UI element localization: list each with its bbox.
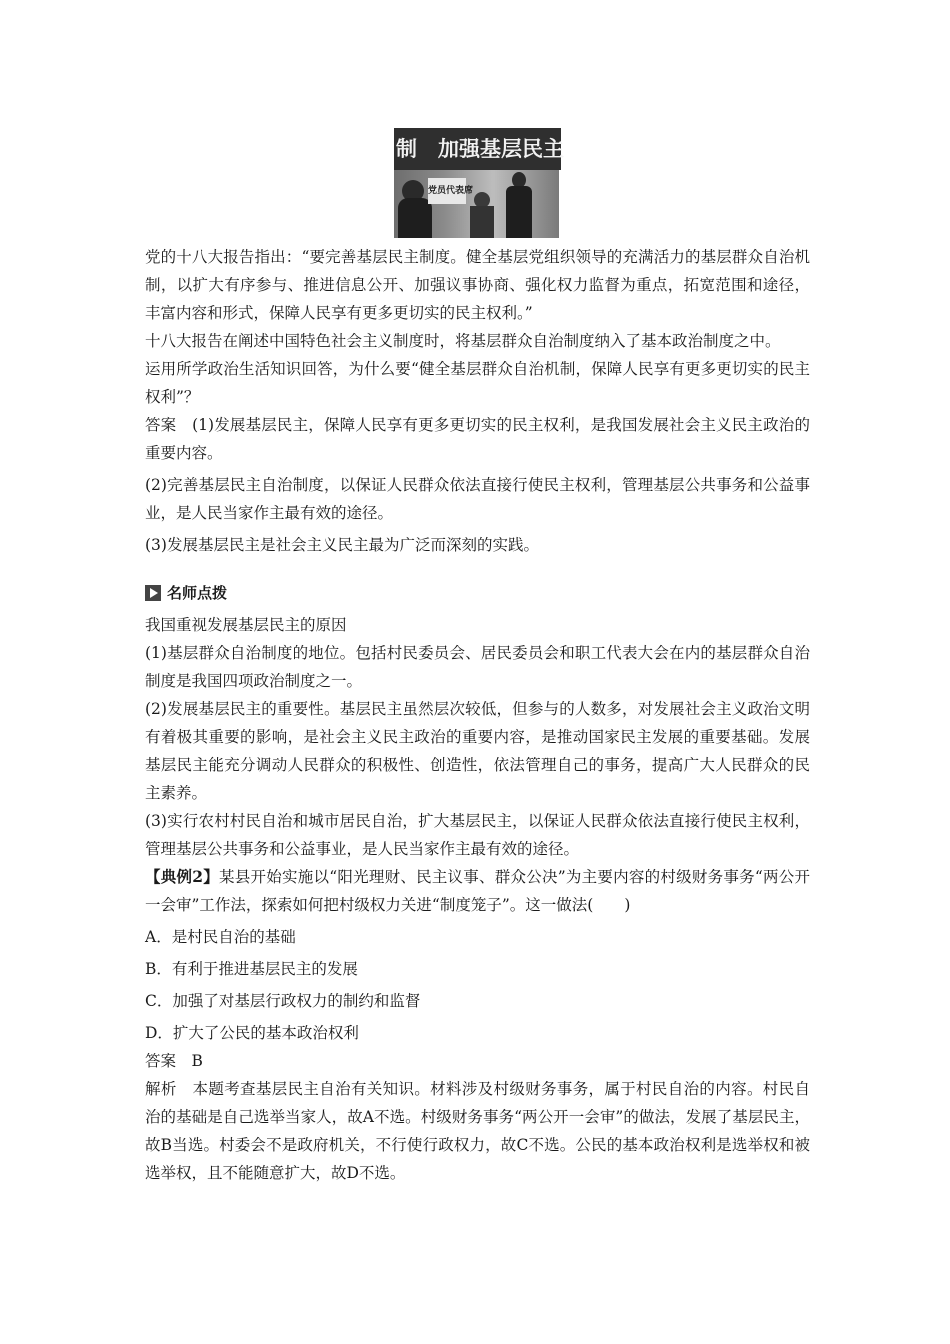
paragraph-report-context: 十八大报告在阐述中国特色社会主义制度时，将基层群众自治制度纳入了基本政治制度之中。 (145, 332, 781, 350)
answer-item-3: (3)发展基层民主是社会主义民主最为广泛而深刻的实践。 (145, 536, 539, 554)
play-triangle-icon (145, 585, 161, 601)
option-a: A．是村民自治的基础 (145, 928, 296, 946)
section-item-3: (3)实行农村村民自治和城市居民自治，扩大基层民主，以保证人民群众依法直接行使民主权利，管理基层公共事务和公益事业，是人民当家作主最有效的途径。 (145, 812, 810, 858)
section-intro: 我国重视发展基层民主的原因 (145, 616, 347, 634)
example-tag: 【典例2】 (145, 867, 219, 886)
photo-sign: 党员代表席 (428, 178, 466, 204)
news-photo (394, 128, 564, 238)
option-b: B．有利于推进基层民主的发展 (145, 960, 358, 978)
answer-label: 答案 (145, 416, 177, 434)
content-body (145, 243, 810, 1187)
example-question: 【典例2】某县开始实施以“阳光理财、民主议事、群众公决”为主要内容的村级财务事务“两公开一会审”工作法，探索如何把村级权力关进“制度笼子”。这一做法( ) (145, 867, 810, 914)
section-heading (145, 579, 810, 607)
answer-item-1: 答案 (1)发展基层民主，保障人民享有更多更切实的民主权利，是我国发展社会主义民主政治的重要内容。 (145, 416, 810, 462)
photo-crowd (394, 170, 559, 238)
section-title: 名师点拨 (167, 584, 228, 602)
paragraph-report-quote: 党的十八大报告指出：“要完善基层民主制度。健全基层党组织领导的充满活力的基层群众自治机制，以扩大有序参与、推进信息公开、加强议事协商、强化权力监督为重点，拓宽范围和途径，丰富内容和形式，保障人民享有更多更切实的民主权利。” (145, 248, 810, 322)
paragraph-question: 运用所学政治生活知识回答，为什么要“健全基层群众自治机制，保障人民享有更多更切实的民主权利”？ (145, 360, 810, 406)
section-item-2: (2)发展基层民主的重要性。基层民主虽然层次较低，但参与的人数多，对发展社会主义政治文明有着极其重要的影响，是社会主义民主政治的重要内容，是推动国家民主发展的重要基础。发展基层民主能充分调动人民群众的积极性、创造性，依法管理自己的事务，提高广大人民群众的民主素养。 (145, 700, 810, 802)
example-answer: 答案 B (145, 1052, 203, 1070)
option-d: D．扩大了公民的基本政治权利 (145, 1024, 359, 1042)
example-analysis: 解析 本题考查基层民主自治有关知识。材料涉及村级财务事务，属于村民自治的内容。村民自治的基础是自己选举当家人，故A不选。村级财务事务“两公开一会审”的做法，发展了基层民主，故B当选。村委会不是政府机关，不行使行政权力，故C不选。公民的基本政治权利是选举权和被选举权，且不能随意扩大，故D不选。 (145, 1080, 810, 1182)
section-item-1: (1)基层群众自治制度的地位。包括村民委员会、居民委员会和职工代表大会在内的基层群众自治制度是我国四项政治制度之一。 (145, 644, 810, 690)
answer-item-2: (2)完善基层民主自治制度，以保证人民群众依法直接行使民主权利，管理基层公共事务和公益事业，是人民当家作主最有效的途径。 (145, 476, 810, 522)
photo-banner: 制 加强基层民主 (394, 128, 561, 170)
option-c: C．加强了对基层行政权力的制约和监督 (145, 992, 421, 1010)
